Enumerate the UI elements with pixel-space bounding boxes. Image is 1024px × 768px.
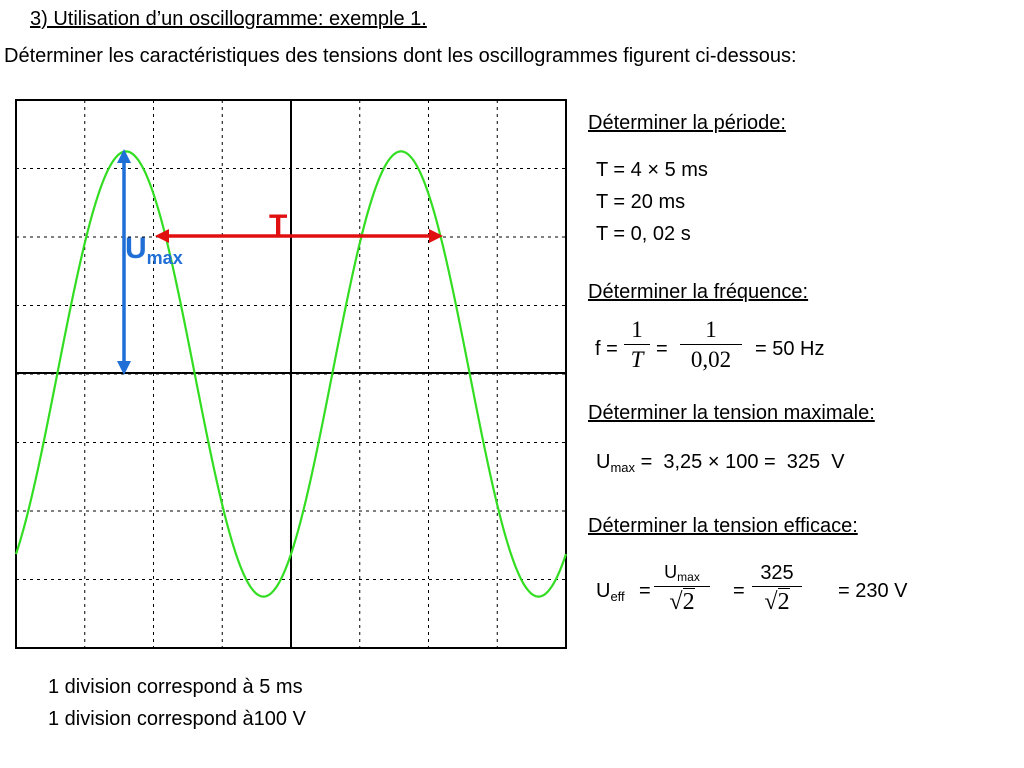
period-heading: Déterminer la période:: [588, 112, 786, 134]
umax-expression: = 3,25 × 100 = 325 V: [635, 451, 845, 473]
time-scale-note: 1 division correspond à 5 ms: [48, 676, 303, 698]
fraction-bar: [680, 344, 742, 345]
fraction-numerator: 1: [631, 317, 643, 342]
period-label: T: [269, 209, 288, 242]
frequency-label: f =: [595, 338, 618, 360]
umax-label: Umax: [125, 232, 183, 268]
frequency-result: = 50 Hz: [755, 338, 825, 360]
fraction-denominator: T: [630, 347, 644, 372]
fraction-denominator: 0,02: [690, 347, 732, 372]
ueff-equals-2: =: [733, 580, 745, 602]
fraction-numerator: 1: [705, 317, 717, 342]
frequency-heading: Déterminer la fréquence:: [588, 281, 809, 303]
period-line-3: T = 0, 02 s: [596, 223, 691, 245]
fraction-numerator: 325: [760, 562, 794, 584]
fraction-bar: [654, 586, 710, 587]
umax-heading: Déterminer la tension maximale:: [588, 402, 875, 424]
voltage-scale-note: 1 division correspond à100 V: [48, 708, 306, 730]
section-title: 3) Utilisation d’un oscillogramme: exemple 1.: [30, 8, 427, 30]
oscilloscope-screen: [15, 99, 567, 649]
period-line-2: T = 20 ms: [596, 191, 686, 213]
ueff-label: $U_{eff}$: [596, 580, 625, 604]
sqrt-denominator: √2: [669, 589, 695, 615]
umax-subscript: max: [610, 460, 636, 475]
ueff-result: = 230 V: [838, 580, 908, 602]
fraction-1-over-T: [624, 318, 650, 371]
ueff-equals-1: =: [639, 580, 651, 602]
period-line-1: T = 4 × 5 ms: [596, 159, 708, 181]
umax-equation: [596, 451, 845, 475]
fraction-1-over-002: [680, 318, 742, 371]
fraction-bar: [624, 344, 650, 345]
frequency-equals: =: [656, 338, 668, 360]
fraction-numerator: $U_{max}$: [664, 562, 700, 584]
instruction-text: Déterminer les caractéristiques des tensions dont les oscillogrammes figurent ci-dessous:: [4, 45, 797, 67]
sqrt-denominator: √2: [764, 589, 790, 615]
ueff-heading: Déterminer la tension efficace:: [588, 515, 858, 537]
fraction-325-over-root2: [752, 563, 802, 614]
umax-symbol: U: [596, 451, 611, 473]
fraction-bar: [752, 586, 802, 587]
fraction-umax-over-root2: [654, 563, 710, 614]
